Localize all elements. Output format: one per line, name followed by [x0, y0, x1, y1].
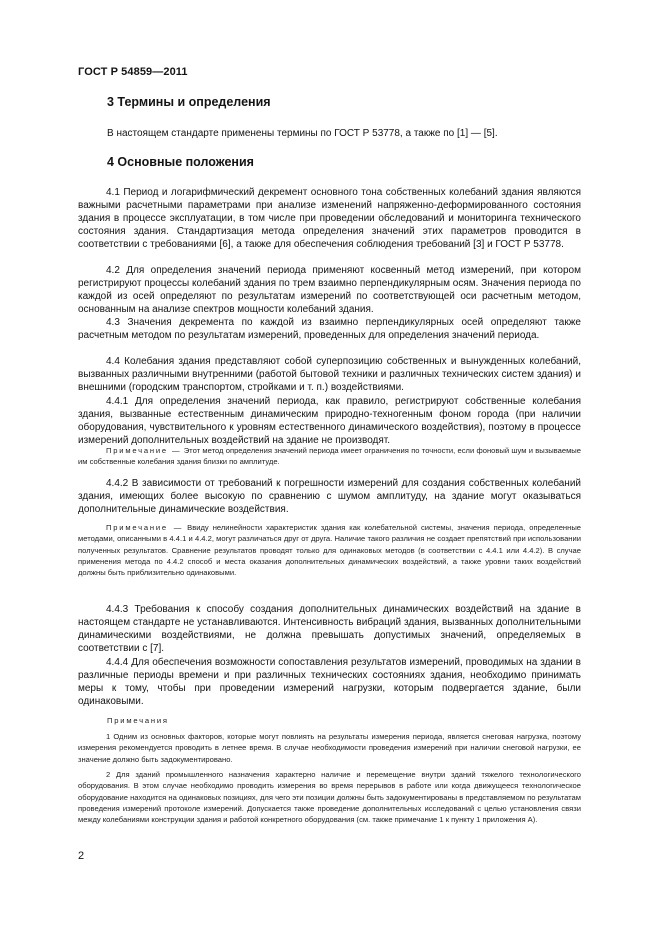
- paragraph-4-4: 4.4 Колебания здания представляют собой суперпозицию собственных и вынужденных колебаний, вызванных различными внутренними (работой бытовой техники и различных технических систем здания) и внешними (городским транспортом, стройками и т. п.) воздействиями.: [78, 356, 581, 394]
- note-1: [78, 445, 581, 468]
- paragraph-4-4-1: 4.4.1 Для определения значений периода, как правило, регистрируют собственные колебания здания, вызванные естественным динамическим природно-техногенным фоном города (при наличии оборудования, чувствительного к уровням естественного динамического воздействия), поэтому в процессе измерений дополнительных воздействий на здание не производят.: [78, 396, 581, 447]
- document-header: ГОСТ Р 54859—2011: [78, 66, 188, 78]
- note-2-label: Примечание —: [106, 523, 184, 532]
- note-1-label: Примечание —: [106, 446, 182, 455]
- section-4-title: 4 Основные положения: [107, 155, 254, 169]
- paragraph-4-4-4: 4.4.4 Для обеспечения возможности сопоставления результатов измерений, проводимых на здании в различные периоды времени и при различных технических состояниях здания, необходимо принимать меры к тому, чтобы при проведении измерений нагрузки, которым подвергается здание, были одинаковыми.: [78, 657, 581, 708]
- notes-item-2: 2 Для зданий промышленного назначения характерно наличие и перемещение внутри зданий тяжелого технологического оборудования. В этом случае необходимо проводить измерения во время перерывов в работе или когда движущееся технологическое оборудование находится на одинаковых позициях, для чего эти позиции должны быть задокументированы в представляемом по результатам проведения измерений протоколе измерений. Допускается также проведение дополнительных исследований с целью установления связи между колебаниями конструкции здания и работой конкретного оборудования (см. также примечание 1 к пункту 1 приложения А).: [78, 770, 581, 825]
- notes-heading: Примечания: [107, 716, 169, 725]
- paragraph-4-3: 4.3 Значения декремента по каждой из взаимно перпендикулярных осей определяют также расчетным методом по результатам измерений, проведенных для определения значений периода.: [78, 317, 581, 342]
- page-number: 2: [78, 850, 85, 862]
- note-1-text: Этот метод определения значений периода имеет ограничения по точности, если фоновый шум и вызываемые им собственные колебания здания близки по амплитуде.: [78, 446, 581, 467]
- paragraph-4-2: 4.2 Для определения значений периода применяют косвенный метод измерений, при котором регистрируют процессы колебаний здания по трем взаимно перпендикулярным осям. Значения периода по каждой из осей определяют по результатам измерений по соответствующей оси расчетным методом, основанным на анализе спектров мощности колебаний здания.: [78, 265, 581, 316]
- section-3-text: В настоящем стандарте применены термины по ГОСТ Р 53778, а также по [1] — [5].: [107, 128, 498, 139]
- paragraph-4-1: 4.1 Период и логарифмический декремент основного тона собственных колебаний здания являются важными расчетными параметрами при анализе изменений напряженно-деформированного состояния здания в процессе эксплуатации, в том числе при проведении обследований и мониторинга технического состояния здания. Стандартизация метода определения значений этих параметров проводится в соответствии с требованиями [6], а также для обеспечения соблюдения требований [3] и ГОСТ Р 53778.: [78, 187, 581, 251]
- note-2-text: Ввиду нелинейности характеристик здания как колебательной системы, значения периода, определенные методами, описанными в 4.4.1 и 4.4.2, могут различаться друг от друга. Наличие такого различия не создает препятствий при использовании полученных результатов. Сравнение результатов проводят только для одинаковых методов (в соответствии с 4.4.1 или 4.4.2). В случае применения метода по 4.4.2 способ и места оказания дополнительных динамических воздействий, а также уровни таких воздействий должны быть приблизительно одинаковыми.: [78, 523, 581, 578]
- note-2: [78, 522, 581, 578]
- section-3-title: 3 Термины и определения: [107, 95, 271, 109]
- paragraph-4-4-2: 4.4.2 В зависимости от требований к погрешности измерений для создания собственных колебаний здания, имеющих более высокую по сравнению с шумом амплитуду, на здание могут оказываться дополнительные динамические воздействия.: [78, 478, 581, 516]
- paragraph-4-4-3: 4.4.3 Требования к способу создания дополнительных динамических воздействий на здание в настоящем стандарте не устанавливаются. Интенсивность вибраций здания, вызванных дополнительными динамическими воздействиями, не должна превышать допустимых значений, определяемых в соответствии с [7].: [78, 604, 581, 655]
- notes-item-1: 1 Одним из основных факторов, которые могут повлиять на результаты измерения периода, является снеговая нагрузка, поэтому измерения рекомендуется проводить в летнее время. В случае необходимости проведения измерений при наличии снеговой нагрузки, ее значение должно быть задокументировано.: [78, 732, 581, 764]
